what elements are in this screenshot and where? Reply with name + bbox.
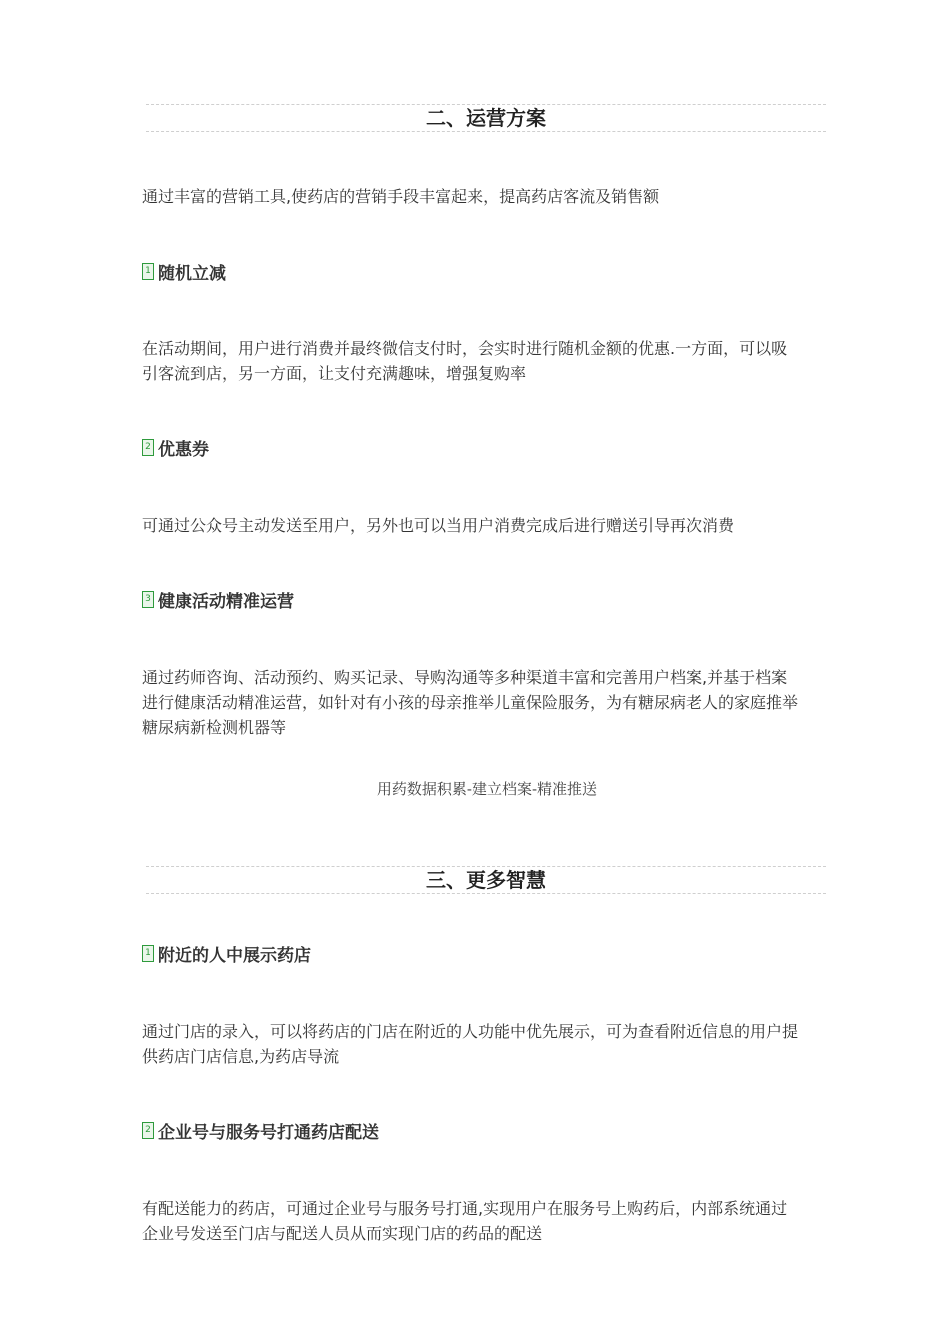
text-line: 在活动期间，用户进行消费并最终微信支付时，会实时进行随机金额的优惠.一方面，可以吸 xyxy=(142,339,788,358)
number-badge: 3 xyxy=(142,591,154,608)
subheading-random-discount xyxy=(142,259,226,283)
text-line: 通过药师咨询、活动预约、购买记录、导购沟通等多种渠道丰富和完善用户档案,并基于档案 xyxy=(142,668,788,687)
section-heading-operations xyxy=(146,104,826,134)
subheading-title: 随机立减 xyxy=(158,263,226,284)
paragraph xyxy=(142,336,834,386)
dashed-divider xyxy=(146,131,826,132)
dashed-divider xyxy=(146,866,826,867)
text-line: 企业号发送至门店与配送人员从而实现门店的药品的配送 xyxy=(142,1224,543,1243)
section-title: 二、运营方案 xyxy=(426,106,546,130)
dashed-divider xyxy=(146,893,826,894)
dashed-divider xyxy=(146,104,826,105)
text-line: 糖尿病新检测机器等 xyxy=(142,718,287,737)
subheading-title: 优惠券 xyxy=(158,439,209,460)
text-line: 引客流到店，另一方面，让支付充满趣味，增强复购率 xyxy=(142,364,527,383)
paragraph xyxy=(142,513,834,538)
section-heading-more-smart xyxy=(146,866,826,896)
subheading-delivery xyxy=(142,1118,379,1142)
subheading-coupon xyxy=(142,435,209,459)
subheading-title: 健康活动精准运营 xyxy=(158,591,294,612)
text-line: 供药店门店信息,为药店导流 xyxy=(142,1047,340,1066)
paragraph xyxy=(142,665,834,740)
subheading-health-activity xyxy=(142,587,294,611)
text-line: 进行健康活动精准运营，如针对有小孩的母亲推举儿童保险服务，为有糖尿病老人的家庭推举 xyxy=(142,693,799,712)
section-intro: 通过丰富的营销工具,使药店的营销手段丰富起来，提高药店客流及销售额 xyxy=(142,187,660,206)
section-title: 三、更多智慧 xyxy=(426,868,546,892)
text-line: 可通过公众号主动发送至用户，另外也可以当用户消费完成后进行赠送引导再次消费 xyxy=(142,516,735,535)
text-line: 有配送能力的药店，可通过企业号与服务号打通,实现用户在服务号上购药后，内部系统通过 xyxy=(142,1199,788,1218)
text-line: 通过门店的录入，可以将药店的门店在附近的人功能中优先展示，可为查看附近信息的用户提 xyxy=(142,1022,799,1041)
paragraph xyxy=(142,1019,834,1069)
image-caption: 用药数据积累-建立档案-精准推送 xyxy=(376,780,598,798)
number-badge: 2 xyxy=(142,439,154,456)
subheading-nearby-display xyxy=(142,941,311,965)
number-badge: 1 xyxy=(142,945,154,962)
number-badge: 1 xyxy=(142,263,154,280)
paragraph xyxy=(142,1196,834,1246)
number-badge: 2 xyxy=(142,1122,154,1139)
subheading-title: 企业号与服务号打通药店配送 xyxy=(158,1122,379,1143)
subheading-title: 附近的人中展示药店 xyxy=(158,945,311,966)
